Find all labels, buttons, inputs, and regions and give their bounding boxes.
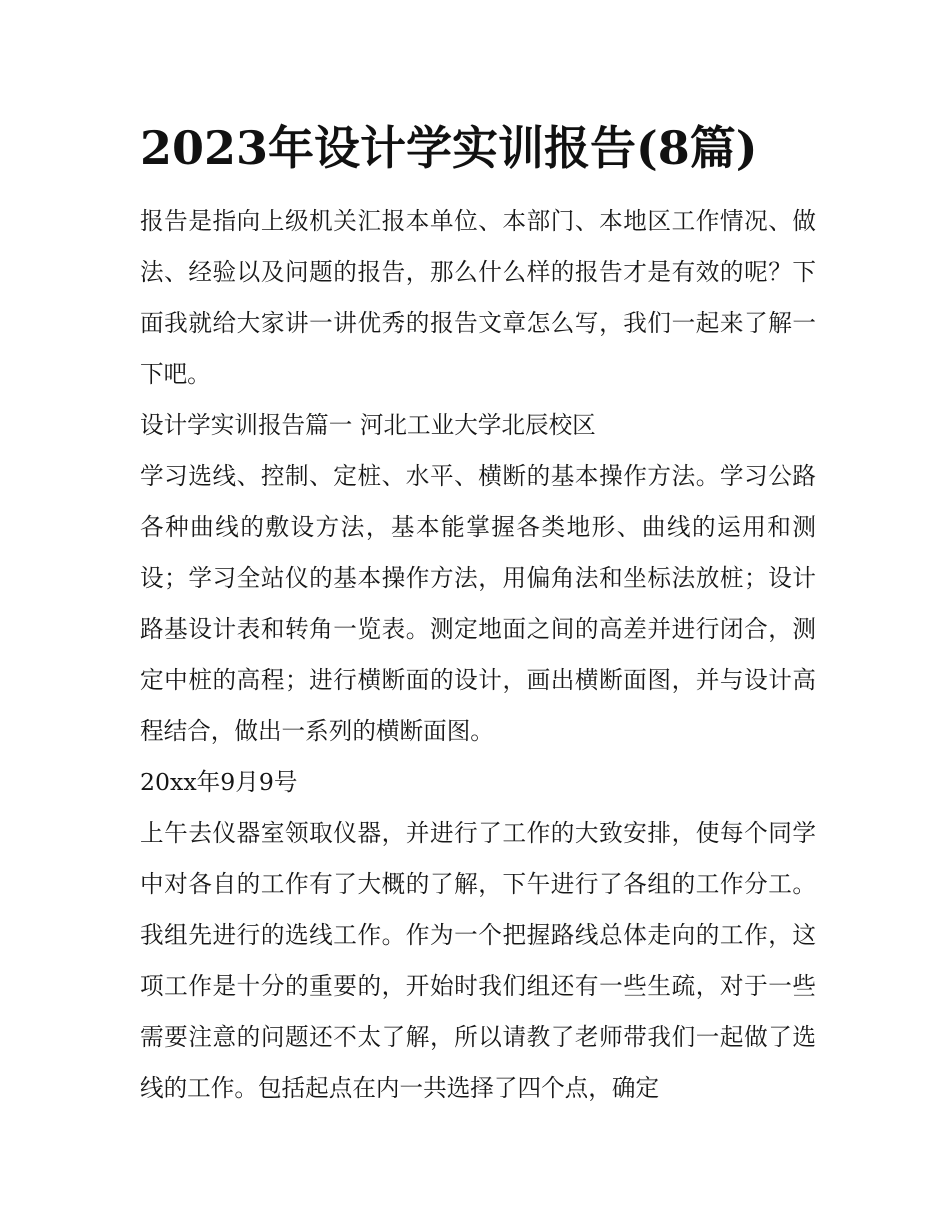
body-paragraph: 上午去仪器室领取仪器，并进行了工作的大致安排，使每个同学中对各自的工作有了大概的了解，下午进行了各组的工作分工。我组先进行的选线工作。作为一个把握路线总体走向的工作，这项工作是十分的重要的，开始时我们组还有一些生疏，对于一些需要注意的问题还不太了解，所以请教了老师带我们一起做了选线的工作。包括起点在内一共选择了四个点，确定: [140, 819, 816, 1102]
section-heading: 设计学实训报告篇一 河北工业大学北辰校区: [140, 411, 596, 439]
document-title: 2023年设计学实训报告(8篇): [140, 121, 758, 175]
document-body: [140, 196, 816, 1114]
date-line: 20xx年9月9号: [140, 768, 298, 796]
body-paragraph: 学习选线、控制、定桩、水平、横断的基本操作方法。学习公路各种曲线的敷设方法，基本能掌握各类地形、曲线的运用和测设；学习全站仪的基本操作方法，用偏角法和坐标法放桩；设计路基设计表和转角一览表。测定地面之间的高差并进行闭合，测定中桩的高程；进行横断面的设计，画出横断面图，并与设计高程结合，做出一系列的横断面图。: [140, 462, 816, 745]
intro-paragraph: 报告是指向上级机关汇报本单位、本部门、本地区工作情况、做法、经验以及问题的报告，那么什么样的报告才是有效的呢？下面我就给大家讲一讲优秀的报告文章怎么写，我们一起来了解一下吧。: [140, 207, 816, 388]
